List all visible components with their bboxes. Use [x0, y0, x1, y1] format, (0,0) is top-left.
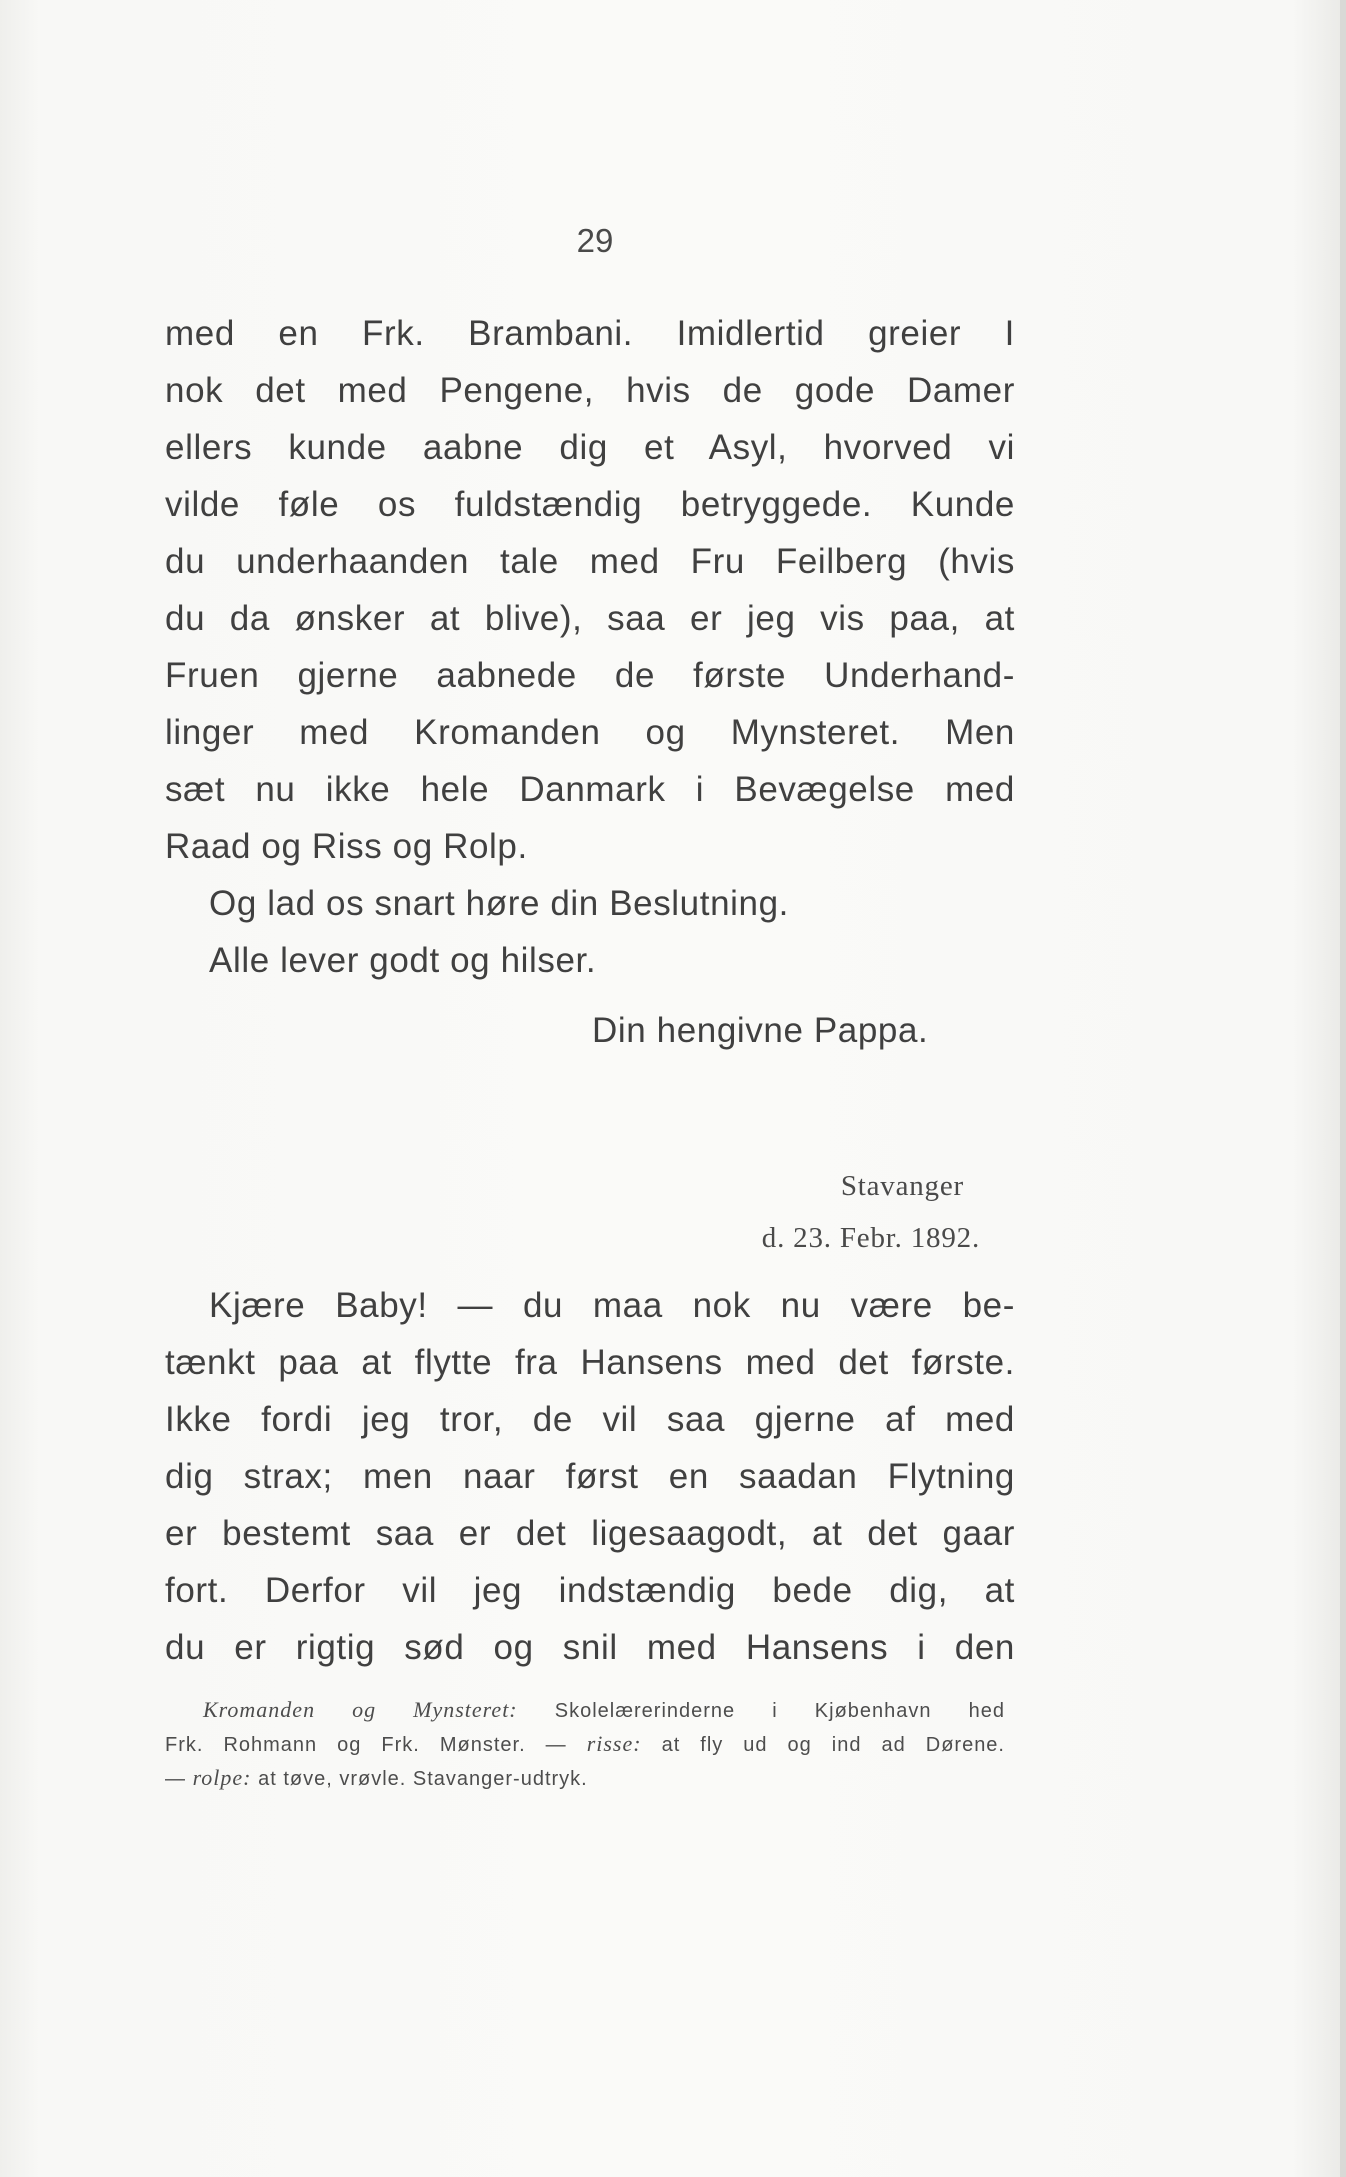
dateline-date: d. 23. Febr. 1892.	[761, 1222, 980, 1254]
text-line: linger med Kromanden og Mynsteret. Men	[165, 713, 1015, 752]
text-line: med en Frk. Brambani. Imidlertid greier I	[165, 314, 1015, 353]
paragraph-line: Og lad os snart høre din Beslutning.	[209, 884, 789, 923]
text-line: du er rigtig sød og snil med Hansens i den	[165, 1628, 1015, 1667]
letter-dateline	[690, 1160, 980, 1264]
text-line: Kjære Baby! — du maa nok nu være be-	[209, 1286, 1015, 1325]
text-line: Ikke fordi jeg tror, de vil saa gjerne af med	[165, 1400, 1015, 1439]
footnote-term: Kromanden og Mynsteret:	[203, 1697, 518, 1722]
text-line: Fruen gjerne aabnede de første Underhand-	[165, 656, 1015, 695]
footnote-line	[165, 1727, 1005, 1761]
footnote	[165, 1693, 1005, 1795]
text-line: ellers kunde aabne dig et Asyl, hvorved vi	[165, 428, 1015, 467]
text-line: du underhaanden tale med Fru Feilberg (hvis	[165, 542, 1015, 581]
page-edge-shadow	[1340, 0, 1346, 2177]
text-line: Raad og Riss og Rolp.	[165, 827, 528, 866]
footnote-definition: at fly ud og ind ad Dørene.	[661, 1734, 1005, 1756]
paragraph-line: Alle lever godt og hilser.	[209, 941, 597, 980]
footnote-definition: Frk. Rohmann og Frk. Mønster. —	[165, 1734, 567, 1756]
text-line: dig strax; men naar først en saadan Flytning	[165, 1457, 1015, 1496]
footnote-term: rolpe:	[192, 1765, 252, 1790]
text-line: vilde føle os fuldstændig betryggede. Kunde	[165, 485, 1015, 524]
footnote-definition: Skolelærerinderne i Kjøbenhavn hed	[554, 1700, 1006, 1722]
text-line: tænkt paa at flytte fra Hansens med det første.	[165, 1343, 1015, 1382]
letter-1-body	[165, 305, 1015, 989]
text-line: sæt nu ikke hele Danmark i Bevægelse med	[165, 770, 1015, 809]
text-line: nok det med Pengene, hvis de gode Damer	[165, 371, 1015, 410]
page-number: 29	[576, 222, 614, 259]
footnote-line	[165, 1761, 1005, 1795]
text-line: du da ønsker at blive), saa er jeg vis paa, at	[165, 599, 1015, 638]
footnote-line	[165, 1693, 1005, 1727]
footnote-term: risse:	[586, 1731, 642, 1756]
letter-2-body	[165, 1277, 1015, 1676]
dateline-place: Stavanger	[840, 1170, 964, 1202]
footnote-dash: —	[165, 1768, 186, 1790]
text-line: er bestemt saa er det ligesaagodt, at det gaar	[165, 1514, 1015, 1553]
text-line: fort. Derfor vil jeg indstændig bede dig, at	[165, 1571, 1015, 1610]
letter-signature: Din hengivne Pappa.	[592, 1011, 929, 1050]
footnote-definition: at tøve, vrøvle. Stavanger-udtryk.	[258, 1768, 588, 1790]
